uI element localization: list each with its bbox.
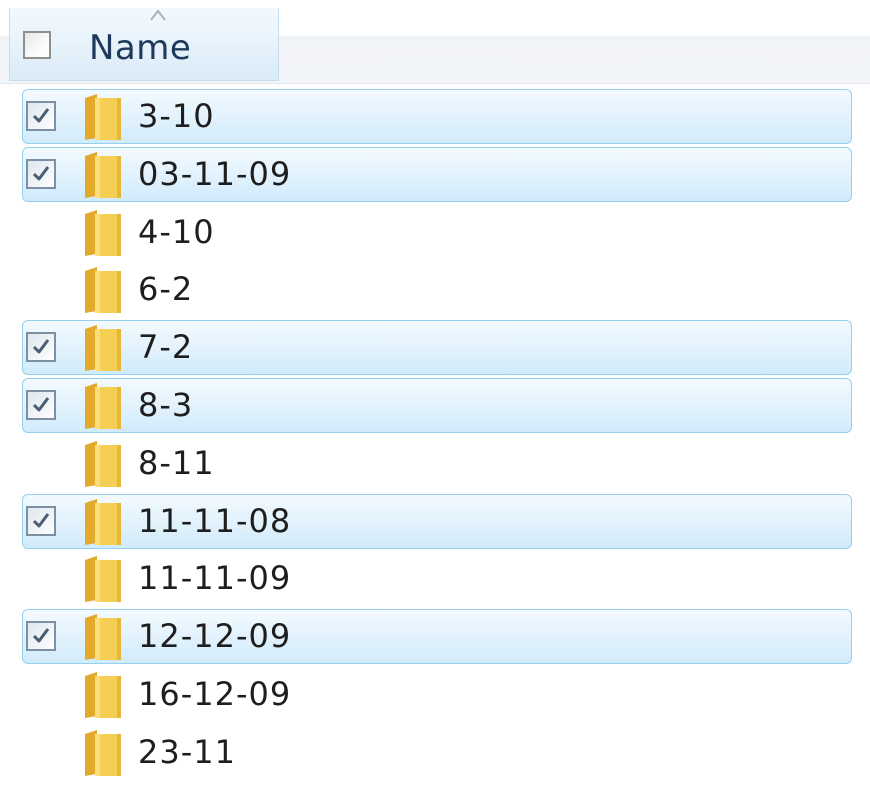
list-item[interactable] bbox=[22, 378, 852, 433]
check-icon bbox=[31, 337, 51, 357]
item-name: 23-11 bbox=[138, 733, 236, 771]
sort-ascending-icon bbox=[149, 8, 167, 22]
folder-icon bbox=[81, 670, 123, 720]
item-name: 16-12-09 bbox=[138, 675, 292, 713]
item-checkbox[interactable] bbox=[26, 332, 56, 362]
check-icon bbox=[31, 395, 51, 415]
list-item[interactable] bbox=[22, 667, 852, 722]
check-icon bbox=[31, 626, 51, 646]
item-name: 11-11-08 bbox=[138, 502, 292, 540]
item-name: 6-2 bbox=[138, 270, 194, 308]
folder-icon bbox=[81, 497, 123, 547]
list-item[interactable] bbox=[22, 147, 852, 202]
list-item[interactable] bbox=[22, 609, 852, 664]
list-item[interactable] bbox=[22, 551, 852, 606]
item-checkbox[interactable] bbox=[26, 621, 56, 651]
item-checkbox[interactable] bbox=[26, 101, 56, 131]
item-checkbox[interactable] bbox=[26, 506, 56, 536]
item-name: 8-3 bbox=[138, 386, 194, 424]
list-item[interactable] bbox=[22, 320, 852, 375]
item-name: 12-12-09 bbox=[138, 617, 292, 655]
name-column-label: Name bbox=[89, 28, 192, 68]
item-name: 03-11-09 bbox=[138, 155, 292, 193]
folder-icon bbox=[81, 92, 123, 142]
folder-icon bbox=[81, 150, 123, 200]
folder-icon bbox=[81, 612, 123, 662]
folder-icon bbox=[81, 554, 123, 604]
folder-icon bbox=[81, 728, 123, 778]
item-name: 3-10 bbox=[138, 97, 215, 135]
item-name: 8-11 bbox=[138, 444, 215, 482]
item-checkbox[interactable] bbox=[26, 390, 56, 420]
folder-icon bbox=[81, 265, 123, 315]
check-icon bbox=[31, 511, 51, 531]
folder-icon bbox=[81, 208, 123, 258]
select-all-checkbox[interactable] bbox=[23, 31, 51, 59]
folder-icon bbox=[81, 439, 123, 489]
list-item[interactable] bbox=[22, 205, 852, 260]
item-checkbox[interactable] bbox=[26, 159, 56, 189]
list-item[interactable] bbox=[22, 89, 852, 144]
check-icon bbox=[31, 164, 51, 184]
folder-icon bbox=[81, 323, 123, 373]
check-icon bbox=[31, 106, 51, 126]
item-name: 4-10 bbox=[138, 213, 215, 251]
item-name: 7-2 bbox=[138, 328, 194, 366]
list-item[interactable] bbox=[22, 262, 852, 317]
list-item[interactable] bbox=[22, 494, 852, 549]
list-item[interactable] bbox=[22, 725, 852, 780]
list-item[interactable] bbox=[22, 436, 852, 491]
folder-icon bbox=[81, 381, 123, 431]
item-name: 11-11-09 bbox=[138, 559, 292, 597]
name-column-header[interactable] bbox=[9, 8, 279, 81]
